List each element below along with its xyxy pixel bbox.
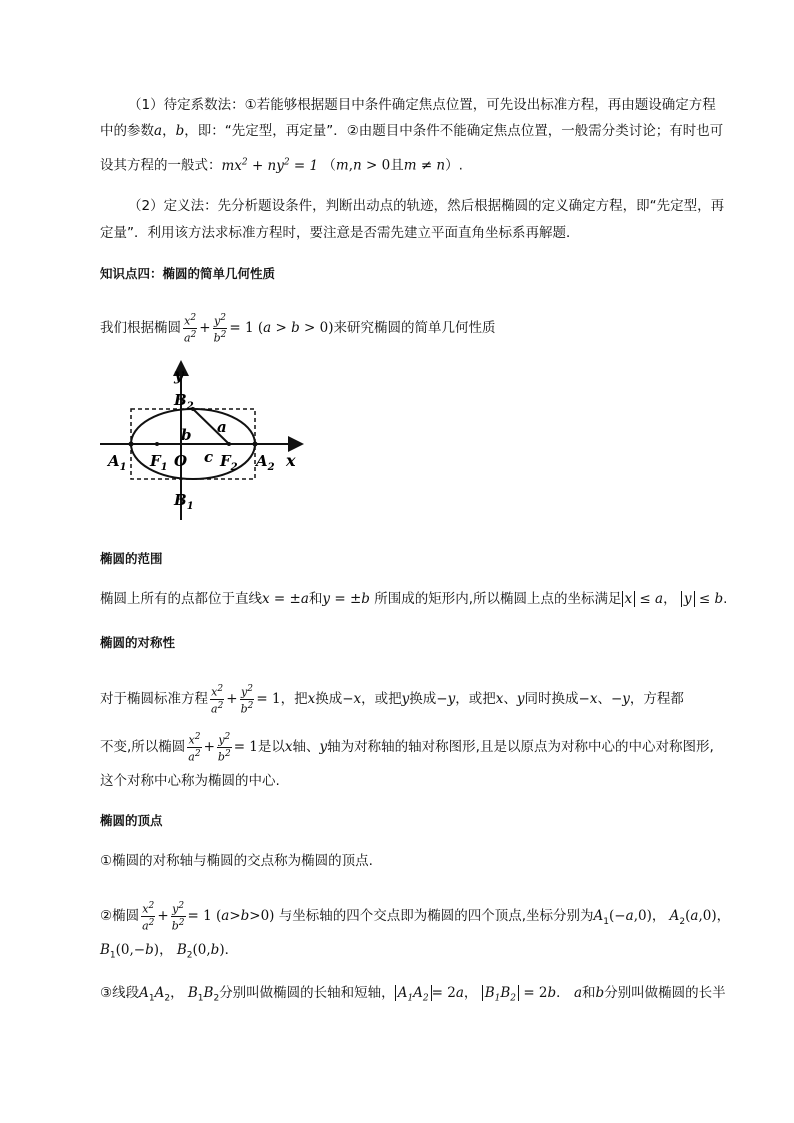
label-A1: $A_1$ [108, 452, 127, 473]
para2-line1: （2）定义法：先分析题设条件，判断出动点的轨迹，然后根据椭圆的定义确定方程，即“先定型，再 [128, 198, 725, 214]
label-a: a [217, 418, 227, 436]
label-F2: $F_2$ [220, 452, 238, 473]
para2-line2: 定量”．利用该方法求标准方程时，要注意是否需先建立平面直角坐标系再解题． [100, 225, 580, 241]
heading-range: 椭圆的范围 [100, 551, 163, 566]
symmetry-line2: 不变,所以椭圆 $\frac{x^2}{a^2}$ + $\frac{y^2}{b^2}$ = 1是以x轴、y轴为对称轴的轴对称图形,且是以原点为对称中心的中心对称图形, [100, 732, 714, 764]
ellipse-diagram [98, 360, 308, 525]
range-text: 椭圆上所有的点都位于直线x = ±a和y = ±b 所围成的矩形内,所以椭圆上点的坐标满足 x ≤ a， y ≤ b. [100, 591, 728, 607]
label-y: y [174, 365, 184, 384]
para1-line3: 设其方程的一般式：$mx^2 + ny^2 = 1$ （m,n > 0且m ≠ n）. [100, 157, 463, 174]
vertices-item2-cont: $B_1(0,-b)$， $B_2(0,b)$． [100, 942, 239, 961]
label-A2: $A_2$ [256, 452, 275, 473]
point-F1 [155, 442, 159, 446]
heading-knowledge-point-4: 知识点四：椭圆的简单几何性质 [100, 266, 276, 281]
symmetry-line3: 这个对称中心称为椭圆的中心. [100, 773, 280, 789]
label-F1: $F_1$ [150, 452, 168, 473]
para1-line1: （1）待定系数法：①若能够根据题目中条件确定焦点位置，可先设出标准方程，再由题设确定方程 [128, 97, 716, 113]
heading-vertices: 椭圆的顶点 [100, 813, 163, 828]
vertices-item2: ②椭圆 $\frac{x^2}{a^2}$ + $\frac{y^2}{b^2}$ = 1 (a>b>0) 与坐标轴的四个交点即为椭圆的四个顶点,坐标分别为$A_1(-a,0)$， $A_2(a,0)$， [100, 901, 731, 933]
heading-symmetry: 椭圆的对称性 [100, 635, 176, 650]
para1-line2: 中的参数a，b，即：“先定型，再定量”．②由题目中条件不能确定焦点位置，一般需分类讨论；有时也可 [100, 123, 724, 139]
label-x: x [286, 451, 296, 470]
label-B1: $B_1$ [174, 491, 194, 512]
vertices-item1: ①椭圆的对称轴与椭圆的交点称为椭圆的顶点. [100, 853, 373, 869]
general-equation: $mx^2 + ny^2 = 1$ [221, 157, 319, 174]
vertices-item3: ③线段$A_1A_2$， $B_1B_2$分别叫做椭圆的长轴和短轴， $A_1A_2 = 2a$， $B_1B_2 = 2b$． a和b分别叫做椭圆的长半 [100, 985, 726, 1004]
label-O: O [174, 452, 188, 470]
point-A1 [129, 442, 134, 447]
intro-line: 我们根据椭圆 $\frac{x^2}{a^2}$ + $\frac{y^2}{b^2}$ = 1 (a > b > 0)来研究椭圆的简单几何性质 [100, 313, 496, 345]
symmetry-line1: 对于椭圆标准方程 $\frac{x^2}{a^2}$ + $\frac{y^2}{b^2}$ = 1，把x换成−x，或把y换成−y，或把x、y同时换成−x、−y，方程都 [100, 684, 684, 716]
label-B2: $B_2$ [174, 391, 194, 412]
label-b: b [181, 426, 192, 444]
label-c: c [204, 448, 214, 466]
point-A2 [253, 442, 258, 447]
point-F2 [227, 442, 231, 446]
